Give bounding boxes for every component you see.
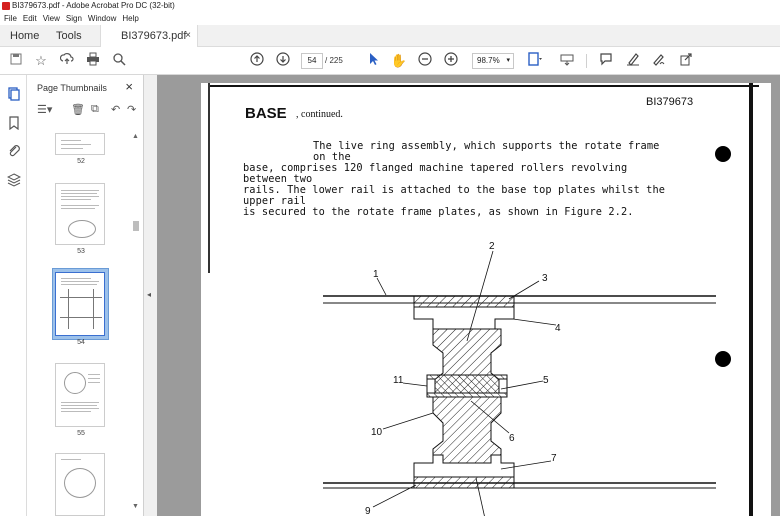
document-id: BI379673 xyxy=(646,96,694,108)
extract-pages-icon[interactable]: ⧉ xyxy=(91,103,99,115)
print-icon[interactable] xyxy=(84,52,102,70)
paragraph-line: rails. The lower rail is attached to the base top plates whilst the upper rail xyxy=(243,184,666,207)
thumbnail-page-54[interactable] xyxy=(55,272,105,336)
paragraph-line: The live ring assembly, which supports the rotate frame on the xyxy=(313,140,660,163)
save-icon[interactable] xyxy=(7,52,25,70)
scroll-up-icon[interactable]: ▲ xyxy=(132,133,139,140)
sign-icon[interactable] xyxy=(650,52,668,70)
search-icon[interactable] xyxy=(110,52,128,70)
callout-label: 10 xyxy=(371,427,383,438)
chevron-down-icon: ▾ xyxy=(506,57,510,64)
rotate-right-icon[interactable]: ↷ xyxy=(127,104,137,116)
tapered-roller-lower xyxy=(433,397,501,463)
zoom-out-icon[interactable] xyxy=(416,52,434,70)
page-up-icon[interactable] xyxy=(248,52,266,70)
menu-window[interactable]: Window xyxy=(87,14,117,23)
select-arrow-icon[interactable] xyxy=(364,52,382,70)
zoom-in-icon[interactable] xyxy=(442,52,460,70)
page-down-icon[interactable] xyxy=(274,52,292,70)
callout-label: 9 xyxy=(365,506,371,516)
thumbnail-page-52[interactable] xyxy=(55,133,105,155)
tab-document[interactable] xyxy=(100,25,198,47)
fit-page-icon[interactable] xyxy=(526,52,544,70)
thumbnail-scrollbar[interactable] xyxy=(132,133,140,516)
bookmark-icon[interactable] xyxy=(6,116,21,131)
thumbnail-label: 55 xyxy=(77,430,85,437)
highlight-pen-icon[interactable] xyxy=(624,52,642,70)
callout-label: 5 xyxy=(543,375,549,386)
thumbnail-page-55[interactable] xyxy=(55,363,105,427)
thumbnail-label: 52 xyxy=(77,158,85,165)
panel-title: Page Thumbnails xyxy=(37,83,107,93)
upload-icon[interactable] xyxy=(58,52,76,70)
callout-label: 11 xyxy=(393,375,404,386)
chevron-left-icon: ◂ xyxy=(147,290,152,299)
zoom-level-value: 98.7% xyxy=(477,56,500,65)
layers-icon[interactable] xyxy=(6,173,21,188)
options-menu-icon[interactable]: ☰▾ xyxy=(37,104,53,116)
menu-edit[interactable]: Edit xyxy=(22,14,37,23)
callout-label: 6 xyxy=(509,433,515,444)
upper-rail-flange xyxy=(414,307,514,329)
section-heading: BASE xyxy=(245,105,287,122)
menu-help[interactable]: Help xyxy=(122,14,139,23)
tab-home[interactable]: Home xyxy=(10,30,40,42)
tab-bar xyxy=(0,25,780,47)
title-bar xyxy=(0,0,780,12)
menu-view[interactable]: View xyxy=(42,14,60,23)
zoom-level-select[interactable] xyxy=(472,53,514,69)
menu-file[interactable]: File xyxy=(4,14,17,23)
comment-icon[interactable] xyxy=(597,52,615,70)
thumbnail-label: 54 xyxy=(77,339,85,346)
callout-label: 2 xyxy=(489,241,495,252)
main-toolbar xyxy=(0,47,780,75)
keyboard-icon[interactable] xyxy=(558,52,576,70)
thumbnail-page-56[interactable] xyxy=(55,453,105,516)
paragraph-line: is secured to the rotate frame plates, as shown in Figure 2.2. xyxy=(243,206,634,218)
acrobat-app-icon xyxy=(2,2,10,10)
paragraph-line: base, comprises 120 flanged machine tapered rollers revolving between two xyxy=(243,162,628,185)
page-thumbnails-icon[interactable] xyxy=(6,87,21,102)
roller-shaft xyxy=(427,375,507,397)
hand-icon[interactable]: ✋ xyxy=(390,53,408,68)
callout-label: 3 xyxy=(542,273,548,284)
panel-close-icon[interactable]: × xyxy=(125,79,133,94)
scrollbar-thumb[interactable] xyxy=(133,221,139,231)
rotate-left-icon[interactable]: ↶ xyxy=(111,104,121,116)
window-title: BI379673.pdf - Adobe Acrobat Pro DC (32-bit) xyxy=(12,1,175,10)
live-ring-cross-section-diagram xyxy=(201,83,751,516)
page-thumbnails-panel xyxy=(27,75,144,516)
pdf-page xyxy=(201,83,771,516)
thumbnail-page-53[interactable] xyxy=(55,183,105,245)
panel-toolbar xyxy=(35,103,140,121)
bookmark-star-icon[interactable]: ☆ xyxy=(35,53,47,68)
share-icon[interactable] xyxy=(677,52,695,70)
upper-rail xyxy=(414,296,514,307)
callout-label: 4 xyxy=(555,323,561,334)
tab-close-icon[interactable]: × xyxy=(185,30,191,41)
tab-document-label: BI379673.pdf xyxy=(121,30,187,42)
page-number-input[interactable]: 54 xyxy=(301,53,323,69)
callout-label: 1 xyxy=(373,269,379,280)
thumbnail-label: 53 xyxy=(77,248,85,255)
roller-bolt-right xyxy=(499,379,507,393)
roller-bolt-left xyxy=(427,379,435,393)
delete-icon[interactable]: 🗑 xyxy=(71,104,85,116)
navigation-rail xyxy=(0,75,27,516)
callout-label: 7 xyxy=(551,453,557,464)
menu-sign[interactable]: Sign xyxy=(65,14,82,23)
attachment-icon[interactable] xyxy=(6,144,21,159)
scroll-down-icon[interactable]: ▼ xyxy=(132,503,139,510)
document-view[interactable] xyxy=(157,75,780,516)
toolbar-divider xyxy=(586,54,587,68)
page-total: / 225 xyxy=(325,56,343,65)
tab-tools[interactable]: Tools xyxy=(56,30,82,42)
panel-collapse-handle[interactable] xyxy=(144,75,157,516)
heading-continued: , continued. xyxy=(296,109,343,120)
menu-bar xyxy=(0,12,780,25)
